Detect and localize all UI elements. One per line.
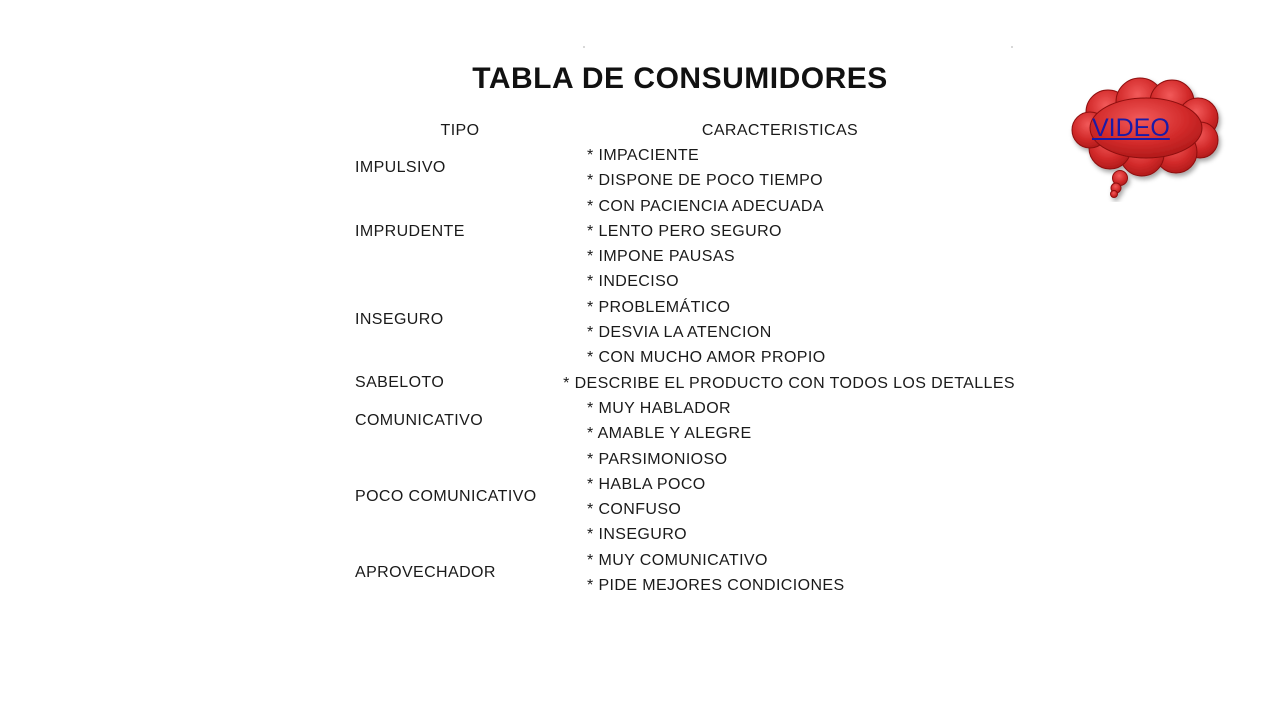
trait-list <box>575 194 1015 270</box>
consumer-type: POCO COMUNICATIVO <box>355 488 537 506</box>
table-row <box>345 447 1015 548</box>
trait-item: * CON MUCHO AMOR PROPIO <box>587 349 826 367</box>
column-header-tipo: TIPO <box>440 122 480 139</box>
trait-item: * MUY COMUNICATIVO <box>587 551 768 569</box>
trait-item: * INSEGURO <box>587 526 688 544</box>
consumer-type: IMPULSIVO <box>355 159 446 177</box>
corner-mark <box>583 46 585 48</box>
video-link[interactable]: VIDEO <box>1092 114 1170 142</box>
trait-item: * INDECISO <box>587 273 680 291</box>
trait-item: * IMPACIENTE <box>587 147 700 164</box>
trait-item: * DESVIA LA ATENCION <box>587 324 772 342</box>
trait-item: * CONFUSO <box>587 501 682 519</box>
consumer-type: APROVECHADOR <box>355 564 496 582</box>
trait-list <box>575 396 1015 447</box>
trait-item: * PARSIMONIOSO <box>587 450 728 468</box>
table-row <box>345 548 1015 599</box>
table-header <box>345 118 1015 143</box>
trait-item: * LENTO PERO SEGURO <box>587 222 782 240</box>
trait-item: * HABLA POCO <box>587 475 706 493</box>
trait-item: * IMPONE PAUSAS <box>587 248 735 266</box>
table-row <box>345 143 1015 194</box>
table-row <box>345 269 1015 370</box>
consumer-type: COMUNICATIVO <box>355 412 484 430</box>
trait-item: * DESCRIBE EL PRODUCTO CON TODOS LOS DETALLES <box>563 374 1015 392</box>
trait-item: * MUY HABLADOR <box>587 399 732 417</box>
trait-list <box>575 447 1015 548</box>
trait-item: * DISPONE DE POCO TIEMPO <box>587 172 824 190</box>
trait-list <box>575 269 1015 370</box>
page-title: TABLA DE CONSUMIDORES <box>472 62 888 95</box>
trait-item: * CON PACIENCIA ADECUADA <box>587 197 824 215</box>
trait-list <box>575 143 1015 194</box>
corner-mark <box>1011 46 1013 48</box>
table-row <box>345 194 1015 270</box>
consumer-type: IMPRUDENTE <box>355 222 465 240</box>
column-header-caracteristicas: CARACTERISTICAS <box>701 122 859 139</box>
trait-list <box>551 371 1015 396</box>
trait-item: * PROBLEMÁTICO <box>587 298 731 316</box>
consumer-table <box>345 118 1015 598</box>
consumer-type: SABELOTO <box>355 374 445 392</box>
table-row <box>345 371 1015 396</box>
consumer-type: INSEGURO <box>355 311 444 329</box>
trait-list <box>575 548 1015 599</box>
trait-item: * AMABLE Y ALEGRE <box>587 425 752 443</box>
trait-item: * PIDE MEJORES CONDICIONES <box>587 577 845 595</box>
table-row <box>345 396 1015 447</box>
